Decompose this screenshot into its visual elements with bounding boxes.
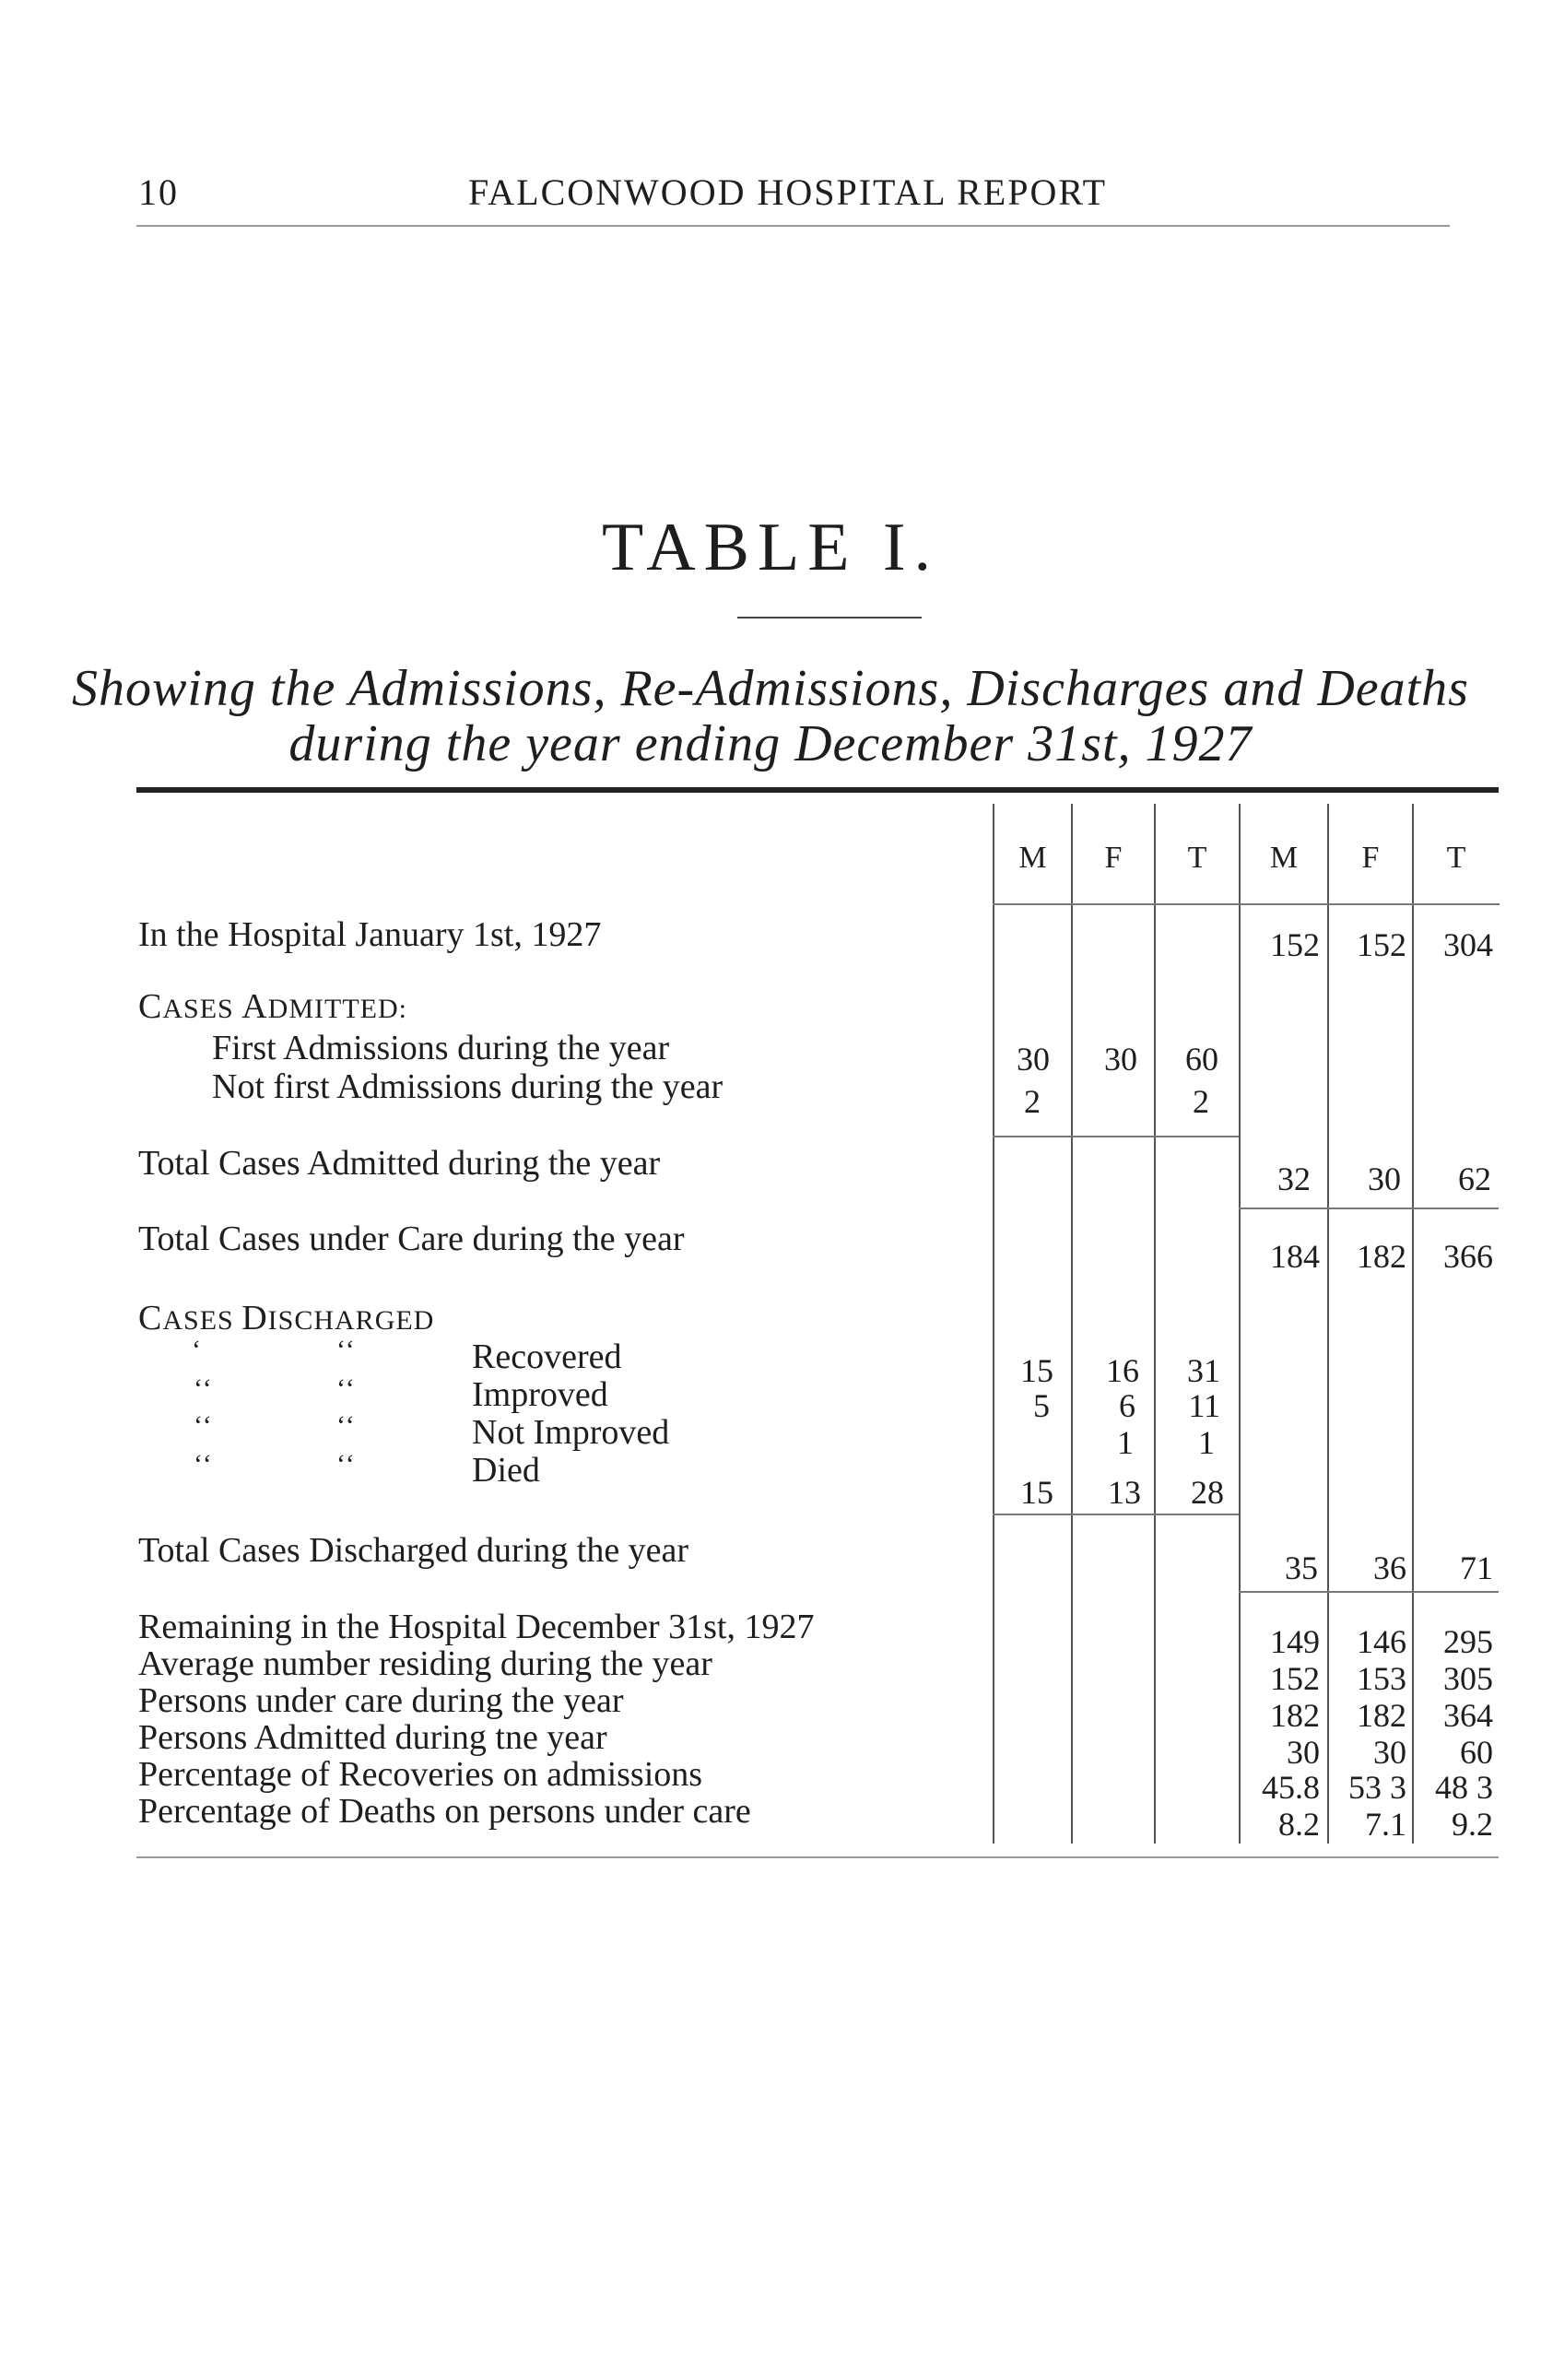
- section-heading-discharged: CASES DISCHARGED: [138, 1299, 435, 1337]
- cell-f2: 182: [1357, 1697, 1406, 1734]
- row-label: Percentage of Deaths on persons under care: [138, 1792, 751, 1831]
- row-label: Recovered: [472, 1337, 622, 1376]
- cell-f1: 1: [1117, 1424, 1134, 1461]
- grid-vline: [993, 804, 994, 1844]
- cell-m1: 5: [1033, 1387, 1050, 1424]
- cell-t1: 28: [1191, 1474, 1224, 1511]
- row-label: Persons Admitted during tne year: [138, 1718, 607, 1757]
- cell-m2: 182: [1270, 1697, 1320, 1734]
- header-rule: [136, 225, 1450, 227]
- cell-f1: 6: [1119, 1387, 1135, 1424]
- row-label: Remaining in the Hospital December 31st, 1927: [138, 1608, 815, 1646]
- grid-hline: [993, 1136, 1239, 1137]
- cell-t2: 9.2: [1452, 1806, 1493, 1843]
- cell-t2: 60: [1460, 1734, 1493, 1771]
- grid-hline: [993, 903, 1500, 905]
- cell-m2: 8.2: [1278, 1806, 1320, 1843]
- cell-m1: 15: [1020, 1474, 1053, 1511]
- cell-f1: 16: [1106, 1352, 1139, 1389]
- row-label: Persons under care during the year: [138, 1681, 624, 1720]
- row-label: In the Hospital January 1st, 1927: [138, 915, 602, 954]
- cell-t1: 1: [1198, 1424, 1215, 1461]
- cell-m2: 35: [1285, 1549, 1318, 1586]
- page-number: 10: [138, 171, 179, 213]
- col-header-f2: F: [1361, 841, 1380, 875]
- cell-t1: 2: [1193, 1083, 1209, 1120]
- cell-m2: 152: [1270, 926, 1320, 963]
- col-header-t1: T: [1187, 841, 1207, 875]
- cell-m1: 30: [1017, 1041, 1050, 1078]
- cell-f2: 146: [1357, 1623, 1406, 1660]
- cell-t2: 71: [1460, 1549, 1493, 1586]
- row-label: Average number residing during the year: [138, 1644, 712, 1683]
- table-title: TABLE I.: [601, 510, 940, 585]
- ditto-mark: ‘‘: [336, 1373, 357, 1404]
- ditto-mark: ‘: [192, 1335, 203, 1365]
- title-rule: [737, 617, 922, 619]
- running-title: FALCONWOOD HOSPITAL REPORT: [468, 171, 1108, 213]
- cell-m2: 152: [1270, 1660, 1320, 1697]
- cell-t1: 60: [1185, 1041, 1218, 1078]
- grid-vline: [1071, 804, 1073, 1844]
- cell-f2: 53 3: [1348, 1769, 1406, 1806]
- col-header-m1: M: [1018, 841, 1047, 875]
- cell-m1: 2: [1024, 1083, 1041, 1120]
- grid-hline: [993, 1514, 1239, 1515]
- cell-m2: 32: [1277, 1161, 1311, 1197]
- cell-t2: 295: [1443, 1623, 1493, 1660]
- cell-t2: 62: [1458, 1161, 1491, 1197]
- ditto-mark: ‘‘: [194, 1373, 214, 1404]
- cell-f2: 36: [1373, 1549, 1406, 1586]
- row-label: Not first Admissions during the year: [212, 1067, 723, 1106]
- row-label: Died: [472, 1451, 540, 1490]
- row-label: First Admissions during the year: [212, 1029, 670, 1067]
- cell-m2: 30: [1287, 1734, 1320, 1771]
- cell-f2: 30: [1368, 1161, 1401, 1197]
- cell-t2: 364: [1443, 1697, 1493, 1734]
- cell-t2: 366: [1443, 1238, 1493, 1275]
- col-header-f1: F: [1104, 841, 1123, 875]
- row-label: Percentage of Recoveries on admissions: [138, 1755, 703, 1794]
- cell-f1: 13: [1108, 1474, 1141, 1511]
- cell-t2: 305: [1443, 1660, 1493, 1697]
- table-bottom-rule: [136, 1856, 1499, 1858]
- cell-f2: 152: [1357, 926, 1406, 963]
- ditto-mark: ‘‘: [336, 1449, 357, 1479]
- table-top-rule: [136, 787, 1499, 793]
- row-label: Total Cases under Care during the year: [138, 1219, 685, 1258]
- cell-f2: 153: [1357, 1660, 1406, 1697]
- row-label: Total Cases Discharged during the year: [138, 1531, 689, 1570]
- cell-t2: 48 3: [1435, 1769, 1493, 1806]
- col-header-t2: T: [1446, 841, 1466, 875]
- grid-vline: [1154, 804, 1156, 1844]
- cell-m2: 184: [1270, 1238, 1320, 1275]
- ditto-mark: ‘‘: [194, 1410, 214, 1441]
- cell-m2: 149: [1270, 1623, 1320, 1660]
- cell-f1: 30: [1104, 1041, 1137, 1078]
- row-label: Total Cases Admitted during the year: [138, 1144, 661, 1183]
- section-heading-admitted: CASES ADMITTED:: [138, 987, 407, 1026]
- ditto-mark: ‘‘: [336, 1410, 357, 1441]
- cell-m1: 15: [1020, 1352, 1053, 1389]
- subtitle-line-1: Showing the Admissions, Re-Admissions, Discharges and Deaths: [72, 660, 1469, 717]
- cell-t1: 11: [1188, 1387, 1220, 1424]
- cell-f2: 30: [1373, 1734, 1406, 1771]
- cell-t2: 304: [1443, 926, 1493, 963]
- row-label: Not Improved: [472, 1413, 670, 1452]
- subtitle-line-2: during the year ending December 31st, 1927: [288, 715, 1253, 772]
- cell-f2: 182: [1357, 1238, 1406, 1275]
- ditto-mark: ‘‘: [336, 1335, 357, 1365]
- cell-f2: 7.1: [1365, 1806, 1406, 1843]
- grid-hline: [1239, 1591, 1499, 1593]
- cell-t1: 31: [1187, 1352, 1220, 1389]
- row-label: Improved: [472, 1375, 608, 1414]
- cell-m2: 45.8: [1262, 1769, 1320, 1806]
- col-header-m2: M: [1269, 841, 1299, 875]
- ditto-mark: ‘‘: [194, 1449, 214, 1479]
- grid-hline: [1239, 1208, 1499, 1209]
